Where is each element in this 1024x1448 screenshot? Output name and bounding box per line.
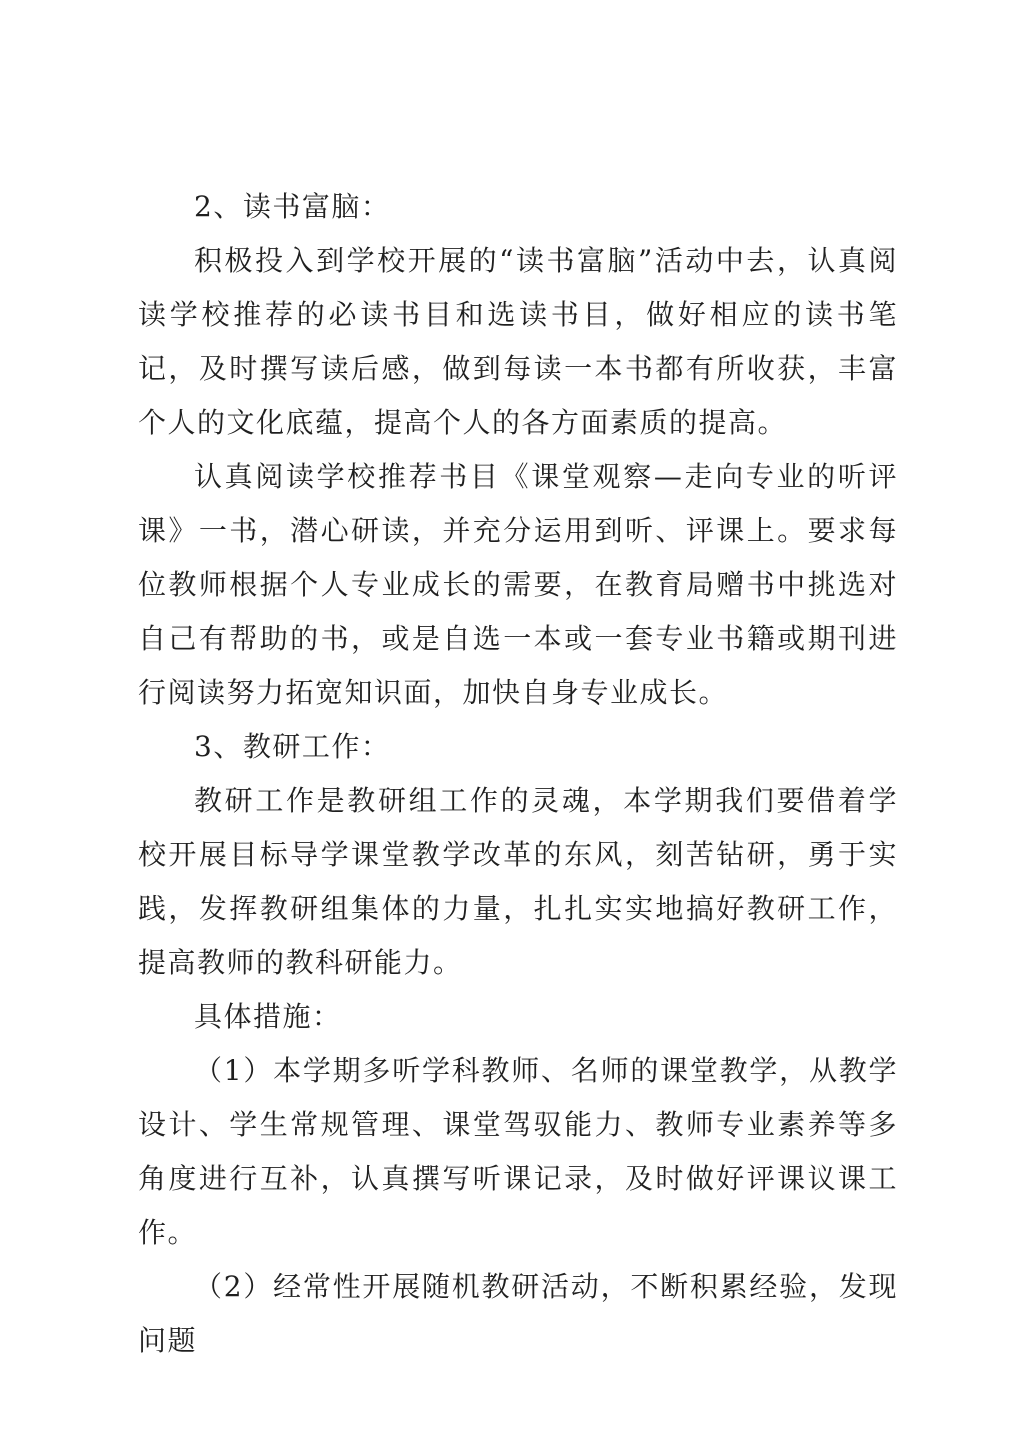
document-body [138, 180, 898, 1368]
paragraph-measure-1: （1）本学期多听学科教师、名师的课堂教学，从教学设计、学生常规管理、课堂驾驭能力、教师专业素养等多角度进行互补，认真撰写听课记录，及时做好评课议课工作。 [138, 1054, 898, 1249]
section-heading-reading: 2、读书富脑： [194, 190, 391, 223]
section-heading-teaching-research: 3、教研工作： [194, 730, 391, 763]
paragraph-measure-2: （2）经常性开展随机教研活动，不断积累经验，发现问题 [138, 1270, 898, 1357]
paragraph-recommended-book: 认真阅读学校推荐书目《课堂观察—走向专业的听评课》一书，潜心研读，并充分运用到听、评课上。要求每位教师根据个人专业成长的需要，在教育局赠书中挑选对自己有帮助的书，或是自选一本或一套专业书籍或期刊进行阅读努力拓宽知识面，加快自身专业成长。 [138, 460, 898, 709]
paragraph-reading-activity: 积极投入到学校开展的“读书富脑”活动中去，认真阅读学校推荐的必读书目和选读书目，做好相应的读书笔记，及时撰写读后感，做到每读一本书都有所收获，丰富个人的文化底蕴，提高个人的各方面素质的提高。 [138, 244, 898, 439]
paragraph-teaching-research: 教研工作是教研组工作的灵魂，本学期我们要借着学校开展目标导学课堂教学改革的东风，刻苦钻研，勇于实践，发挥教研组集体的力量，扎扎实实地搞好教研工作，提高教师的教科研能力。 [138, 784, 898, 979]
section-heading-measures: 具体措施： [194, 1000, 342, 1033]
